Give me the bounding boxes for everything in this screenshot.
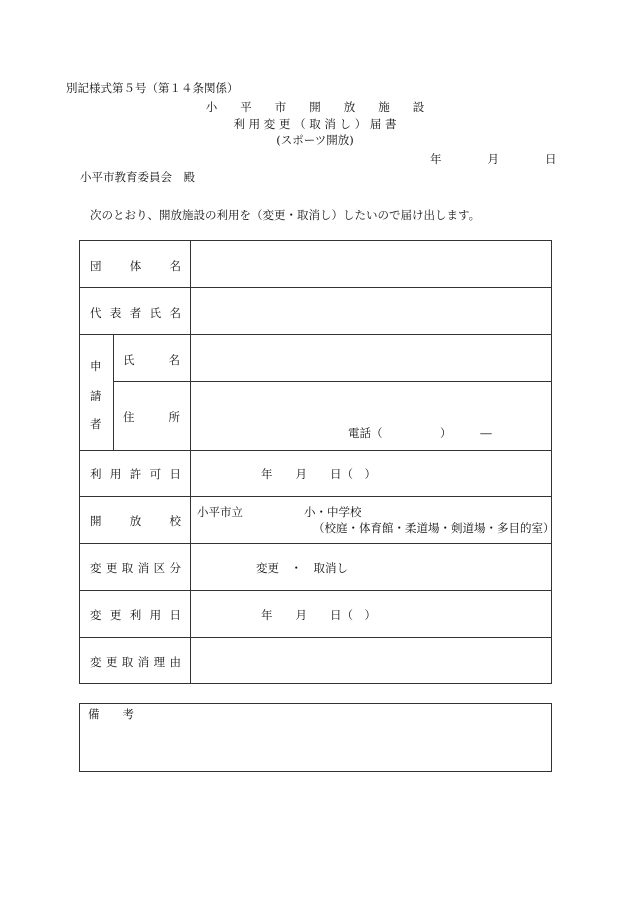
applicant-label-3: 者: [90, 417, 102, 431]
permit-date-value[interactable]: 年 月 日（ ）: [261, 467, 376, 481]
applicant-address-label: 住所: [123, 410, 180, 424]
row-divider: [80, 590, 551, 591]
applicant-name-label: 氏名: [123, 353, 180, 367]
row-divider: [80, 496, 551, 497]
change-date-value[interactable]: 年 月 日（ ）: [261, 608, 376, 622]
permit-date-label: 利用許可日: [90, 467, 181, 481]
representative-field[interactable]: [191, 288, 551, 334]
representative-label: 代表者氏名: [90, 306, 181, 320]
application-table: [79, 240, 555, 684]
title-facility: 小 平 市 開 放 施 設: [205, 100, 425, 114]
school-city: 小平市立: [197, 505, 243, 519]
row-divider: [80, 450, 551, 451]
category-value[interactable]: 変更 ・ 取消し: [256, 561, 348, 575]
reason-label: 変更取消理由: [90, 655, 181, 669]
addressee: 小平市教育委員会 殿: [80, 170, 195, 184]
school-label: 開放校: [90, 514, 181, 528]
group-name-field[interactable]: [191, 241, 551, 287]
form-number: 別記様式第５号（第１４条関係）: [66, 81, 239, 95]
school-type: 小・中学校: [304, 505, 362, 519]
applicant-name-field[interactable]: [191, 335, 551, 381]
applicant-label-2: 請: [90, 389, 102, 403]
category-label: 変更取消区分: [90, 561, 181, 575]
date-line: 年 月 日: [430, 152, 557, 166]
title-notice: 利 用 変 更 （ 取 消 し ） 届 書: [233, 117, 397, 131]
change-date-label: 変更利用日: [90, 608, 181, 622]
group-name-label: 団体名: [90, 259, 181, 273]
applicant-label-1: 申: [90, 359, 102, 373]
title-sports: (スポーツ開放): [276, 133, 354, 147]
school-facilities: （校庭・体育館・柔道場・剣道場・多目的室）: [313, 521, 555, 535]
column-divider: [113, 334, 114, 450]
intro-text: 次のとおり、開放施設の利用を（変更・取消し）したいので届け出します。: [90, 208, 481, 222]
remarks-box[interactable]: [79, 703, 552, 772]
remarks-label: 備 考: [88, 707, 134, 721]
reason-field[interactable]: [191, 638, 551, 683]
phone-line: 電話（ ） ―: [348, 426, 492, 440]
row-divider: [80, 543, 551, 544]
